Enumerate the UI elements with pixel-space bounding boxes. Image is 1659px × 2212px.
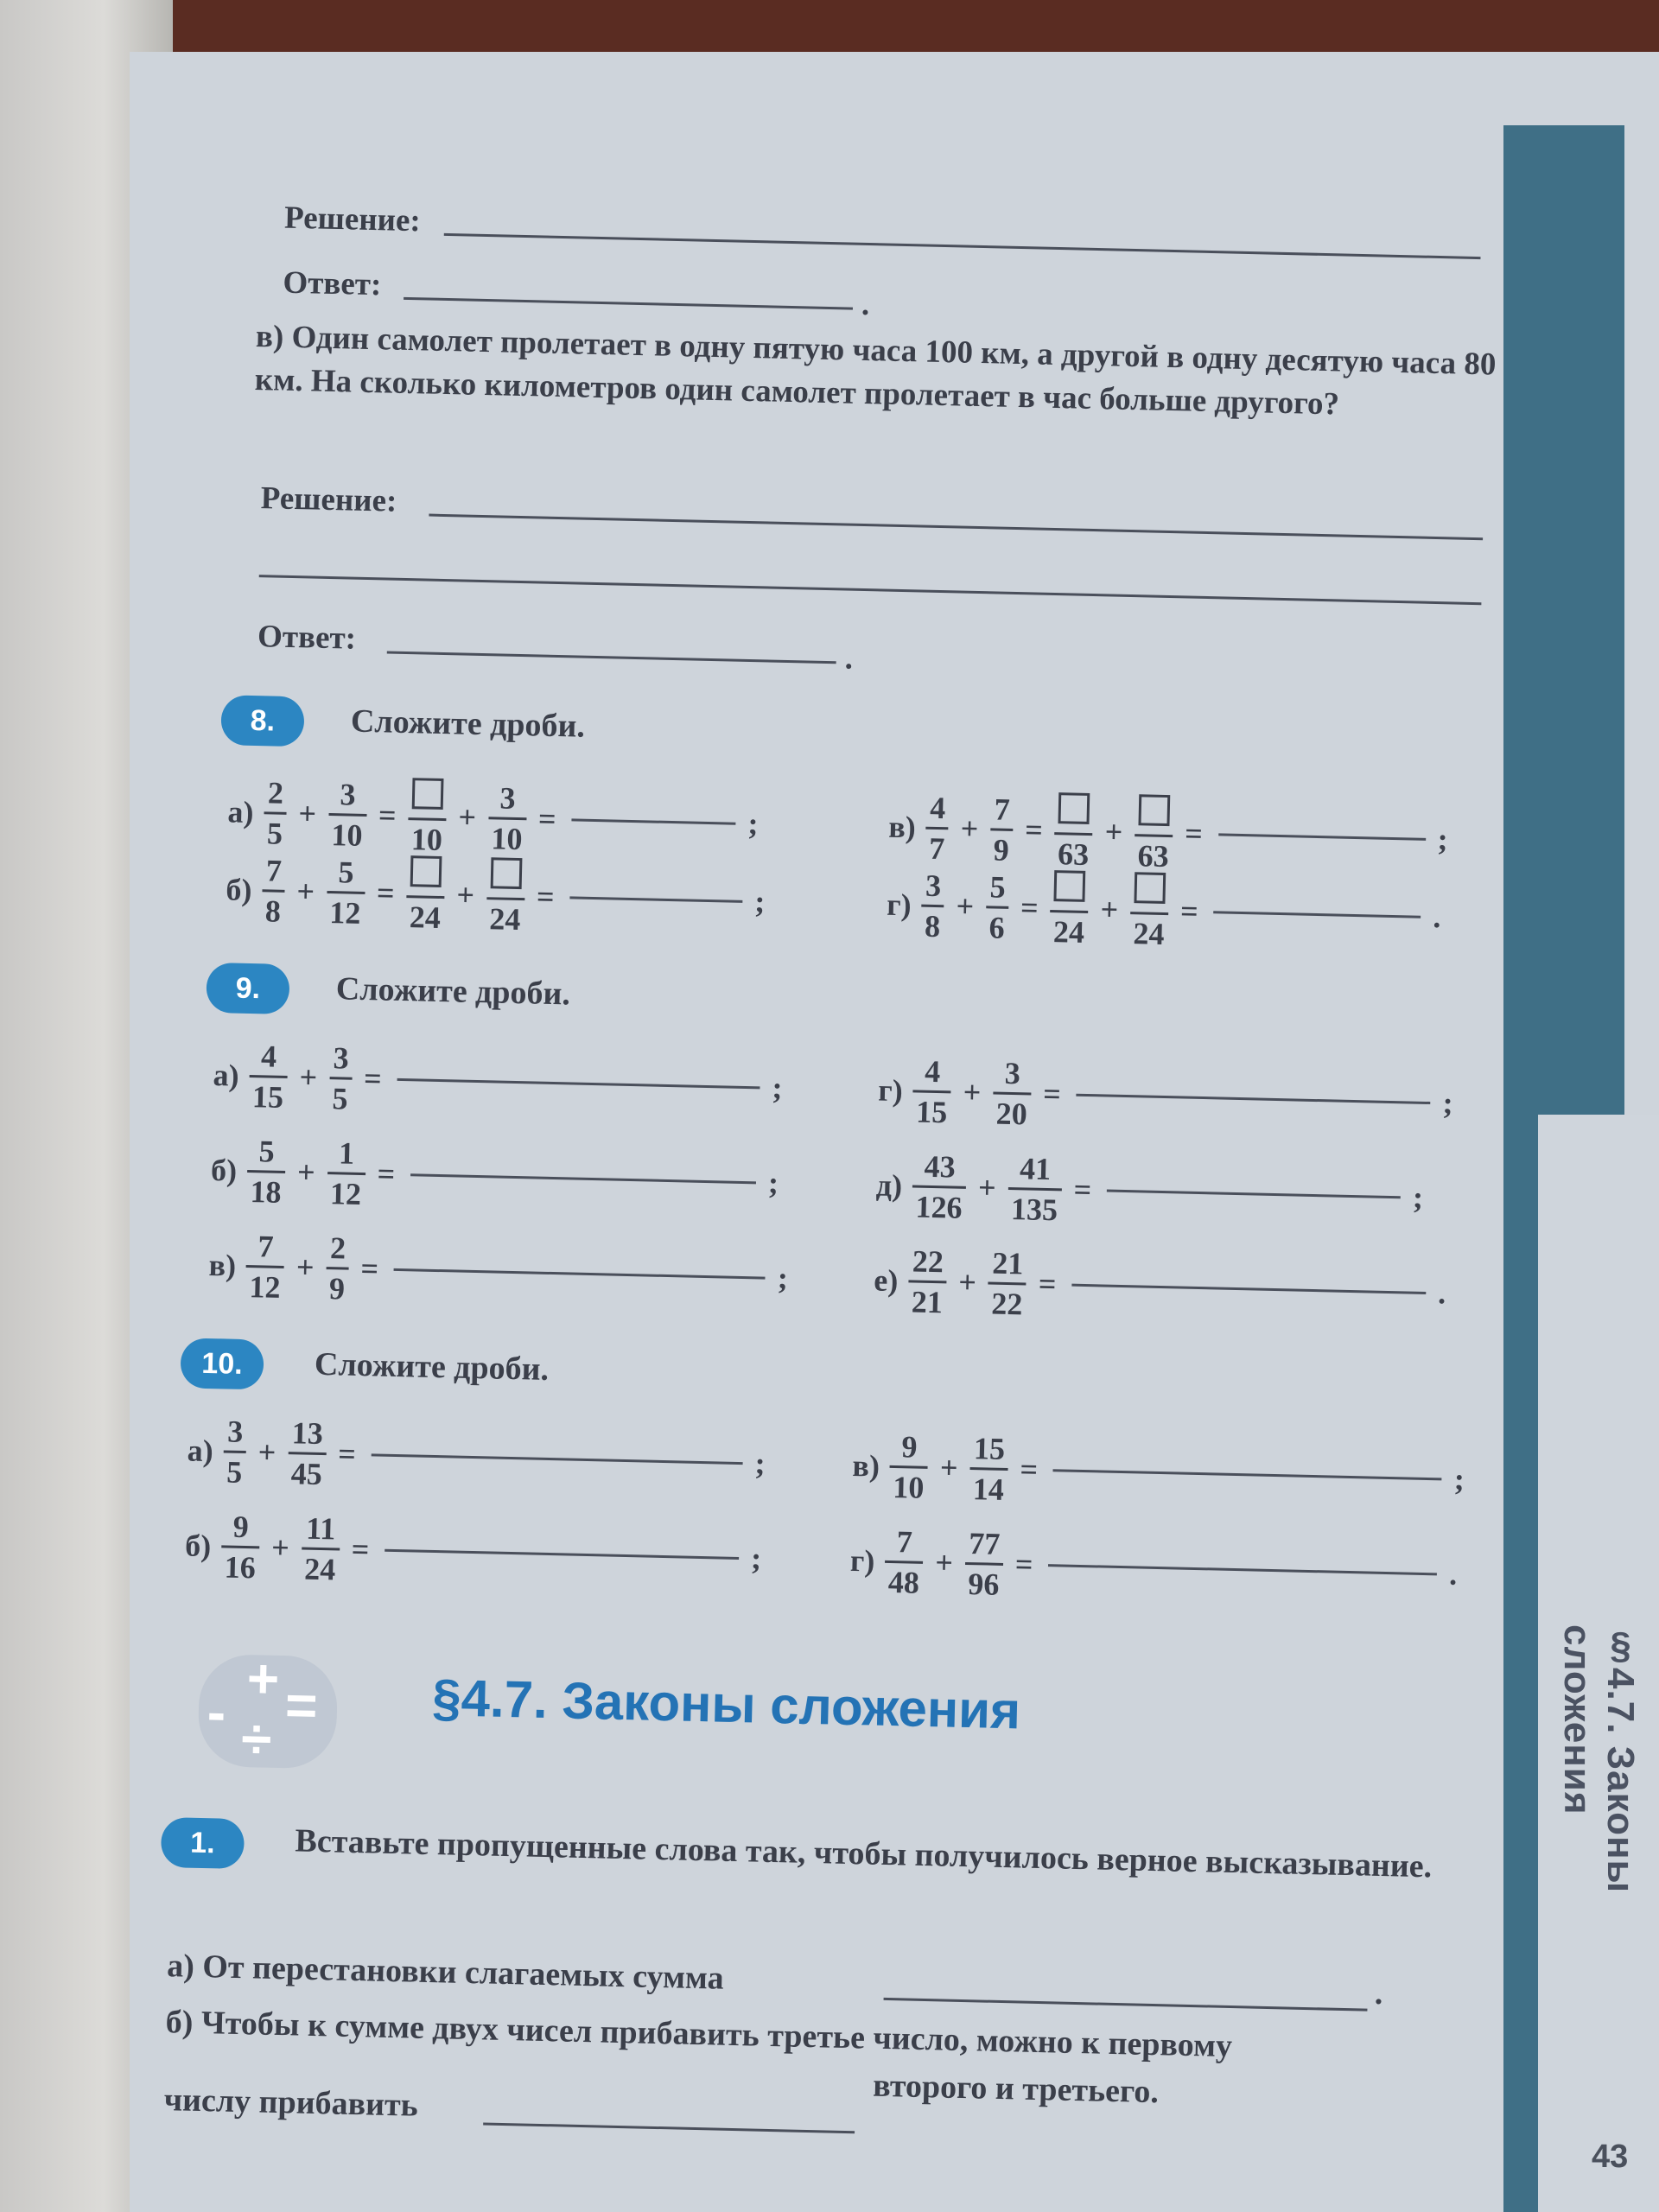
answer-period: . (861, 286, 870, 323)
math-operations-icon: - + = ÷ (197, 1645, 346, 1778)
item-label: е) (873, 1262, 899, 1299)
fraction: $\frac{9}{10}$ (889, 1430, 929, 1503)
task-9-g: г) $\frac{4}{15}$ + $\frac{3}{20}$ = ; (877, 1053, 1454, 1131)
item-label: а) (227, 794, 255, 830)
task-1-a-text: а) От перестановки слагаемых сумма (166, 1948, 725, 1997)
task-10-g: г) $\frac{7}{48}$ + $\frac{77}{96}$ = . (849, 1523, 1458, 1602)
item-label: в) (208, 1248, 237, 1283)
fraction: $\frac{5}{18}$ (246, 1135, 286, 1207)
answer2-label: Ответ: (257, 619, 357, 657)
answer-blank[interactable] (569, 895, 742, 903)
task-9-d: д) $\frac{43}{126}$ + $\frac{41}{135}$ = ; (875, 1148, 1424, 1227)
answer-blank[interactable] (410, 1173, 756, 1184)
fraction: $\frac{3}{10}$ (327, 779, 367, 851)
numerator-box[interactable] (1058, 792, 1090, 824)
task-9-a: а) $\frac{4}{15}$ + $\frac{3}{5}$ = ; (213, 1038, 783, 1116)
numerator-box[interactable] (412, 778, 444, 810)
problem-v-text: в) Один самолет пролетает в одну пятую часа 100 км, а другой в одну десятую часа 80 км. На сколько километров один самолет пролетает в час больше другого? (254, 318, 1497, 423)
item-label: г) (877, 1072, 904, 1109)
fraction: $\frac{5}{6}$ (985, 871, 1009, 944)
task-10-v: в) $\frac{9}{10}$ + $\frac{15}{14}$ = ; (852, 1428, 1465, 1507)
fraction: $\frac{77}{96}$ (964, 1527, 1004, 1599)
solution-label: Решение: (283, 200, 422, 239)
answer-blank[interactable] (1218, 832, 1426, 840)
fraction: $\frac{3}{8}$ (921, 869, 945, 942)
answer2-line[interactable] (387, 651, 836, 664)
task-8-badge: 8. (220, 695, 304, 747)
answer-blank[interactable] (372, 1452, 743, 1465)
numerator-box[interactable] (1134, 872, 1166, 904)
blank-fraction: 10 (408, 778, 448, 855)
answer-blank[interactable] (1071, 1283, 1426, 1294)
fraction: $\frac{2}{9}$ (326, 1232, 350, 1305)
item-label: в) (852, 1447, 880, 1484)
fraction: $\frac{3}{5}$ (223, 1415, 247, 1488)
fraction: $\frac{21}{22}$ (988, 1247, 1027, 1319)
solution2-line[interactable] (429, 514, 1483, 541)
task-9-b: б) $\frac{5}{18}$ + $\frac{1}{12}$ = ; (210, 1133, 779, 1211)
answer-blank[interactable] (394, 1268, 766, 1280)
task-9-title: Сложите дроби. (335, 970, 571, 1013)
task-1-text: Вставьте пропущенные слова так, чтобы получилось верное высказывание. (295, 1822, 1433, 1885)
task-8-v: в) $\frac{4}{7}$ + $\frac{7}{9}$ = 63 + 63 = ; (887, 790, 1449, 874)
blank-fraction: 24 (1129, 872, 1169, 950)
item-label: б) (226, 872, 252, 908)
answer-line[interactable] (404, 297, 853, 310)
fraction: $\frac{7}{8}$ (262, 855, 286, 927)
task-1-a-period: . (1374, 1974, 1383, 2012)
blank-fraction: 24 (486, 857, 525, 935)
numerator-box[interactable] (1054, 870, 1086, 902)
fraction: $\frac{43}{126}$ (912, 1150, 967, 1223)
task-9-e: е) $\frac{22}{21}$ + $\frac{21}{22}$ = . (873, 1243, 1446, 1321)
solution-line[interactable] (444, 233, 1481, 259)
fraction: $\frac{4}{15}$ (912, 1055, 952, 1128)
fraction: $\frac{9}{16}$ (220, 1510, 260, 1583)
item-label: б) (210, 1153, 238, 1188)
item-label: а) (187, 1433, 214, 1469)
numerator-box[interactable] (490, 857, 522, 889)
task-10-badge: 10. (180, 1338, 264, 1389)
task-9-v: в) $\frac{7}{12}$ + $\frac{2}{9}$ = ; (208, 1228, 789, 1306)
blank-fraction: 24 (1050, 870, 1090, 948)
answer-blank[interactable] (571, 817, 735, 824)
fraction: $\frac{15}{14}$ (969, 1433, 1009, 1505)
fraction: $\frac{7}{48}$ (884, 1525, 924, 1598)
task-10-a: а) $\frac{3}{5}$ + $\frac{13}{45}$ = ; (187, 1414, 766, 1491)
fraction: $\frac{7}{12}$ (245, 1230, 285, 1302)
task-8-g: г) $\frac{3}{8}$ + $\frac{5}{6}$ = 24 + 24 = . (886, 868, 1442, 951)
task-10-b: б) $\frac{9}{16}$ + $\frac{11}{24}$ = ; (184, 1509, 762, 1586)
fraction: $\frac{11}{24}$ (301, 1512, 340, 1585)
side-section-title: §4.7. Законы сложения (1556, 1624, 1642, 1894)
item-label: г) (849, 1542, 875, 1579)
task-8-title: Сложите дроби. (350, 702, 586, 745)
fraction: $\frac{2}{5}$ (264, 777, 288, 849)
fraction: $\frac{4}{7}$ (925, 791, 950, 864)
answer-blank[interactable] (385, 1548, 739, 1560)
task-1-a-blank[interactable] (884, 1998, 1368, 2012)
page-content (163, 186, 1503, 2201)
answer-blank[interactable] (1214, 910, 1421, 918)
item-label: г) (886, 887, 912, 923)
fraction: $\frac{41}{135}$ (1007, 1152, 1063, 1224)
item-label: а) (213, 1058, 240, 1093)
task-1-b-text: б) Чтобы к сумме двух чисел прибавить третье число, можно к первому (165, 2004, 1233, 2065)
section-title: §4.7. Законы сложения (431, 1669, 1021, 1740)
item-label: б) (184, 1528, 212, 1564)
fraction: $\frac{22}{21}$ (907, 1245, 947, 1318)
fraction: $\frac{13}{45}$ (287, 1417, 327, 1490)
numerator-box[interactable] (410, 855, 442, 887)
fraction: $\frac{3}{10}$ (487, 782, 527, 855)
answer2-period: . (844, 640, 854, 677)
item-label: д) (875, 1167, 903, 1204)
task-1-b-blank[interactable] (483, 2122, 855, 2133)
answer-blank[interactable] (1077, 1093, 1431, 1104)
answer-label: Ответ: (282, 264, 382, 303)
task-8-b: б) $\frac{7}{8}$ + $\frac{5}{12}$ = 24 + 24 = ; (226, 852, 766, 937)
blank-fraction: 63 (1054, 792, 1094, 870)
task-9-badge: 9. (206, 963, 289, 1014)
answer-blank[interactable] (397, 1077, 760, 1090)
fraction: $\frac{1}{12}$ (327, 1137, 366, 1210)
task-10-title: Сложите дроби. (314, 1345, 550, 1388)
blank-fraction: 63 (1134, 794, 1173, 872)
fraction: $\frac{3}{5}$ (328, 1042, 353, 1115)
solution2-line-2[interactable] (259, 575, 1482, 605)
fraction: $\frac{3}{20}$ (992, 1057, 1032, 1129)
solution2-label: Решение: (260, 480, 397, 519)
fraction: $\frac{7}{9}$ (989, 793, 1014, 866)
fraction: $\frac{4}{15}$ (249, 1040, 289, 1113)
item-label: в) (887, 809, 917, 845)
answer-blank[interactable] (1053, 1468, 1442, 1480)
task-8-a: а) $\frac{2}{5}$ + $\frac{3}{10}$ = 10 + $\frac{3}{10}$ = ; (227, 774, 759, 857)
task-1-b-text-2: числу прибавить (163, 2082, 419, 2124)
fraction: $\frac{5}{12}$ (326, 855, 365, 928)
task-1-badge: 1. (161, 1817, 245, 1869)
page-number: 43 (1592, 2139, 1629, 2175)
task-1-b-text-3: второго и третьего. (872, 2067, 1160, 2111)
answer-blank[interactable] (1048, 1563, 1437, 1575)
blank-fraction: 24 (405, 855, 445, 933)
answer-blank[interactable] (1107, 1189, 1401, 1199)
numerator-box[interactable] (1138, 794, 1170, 826)
